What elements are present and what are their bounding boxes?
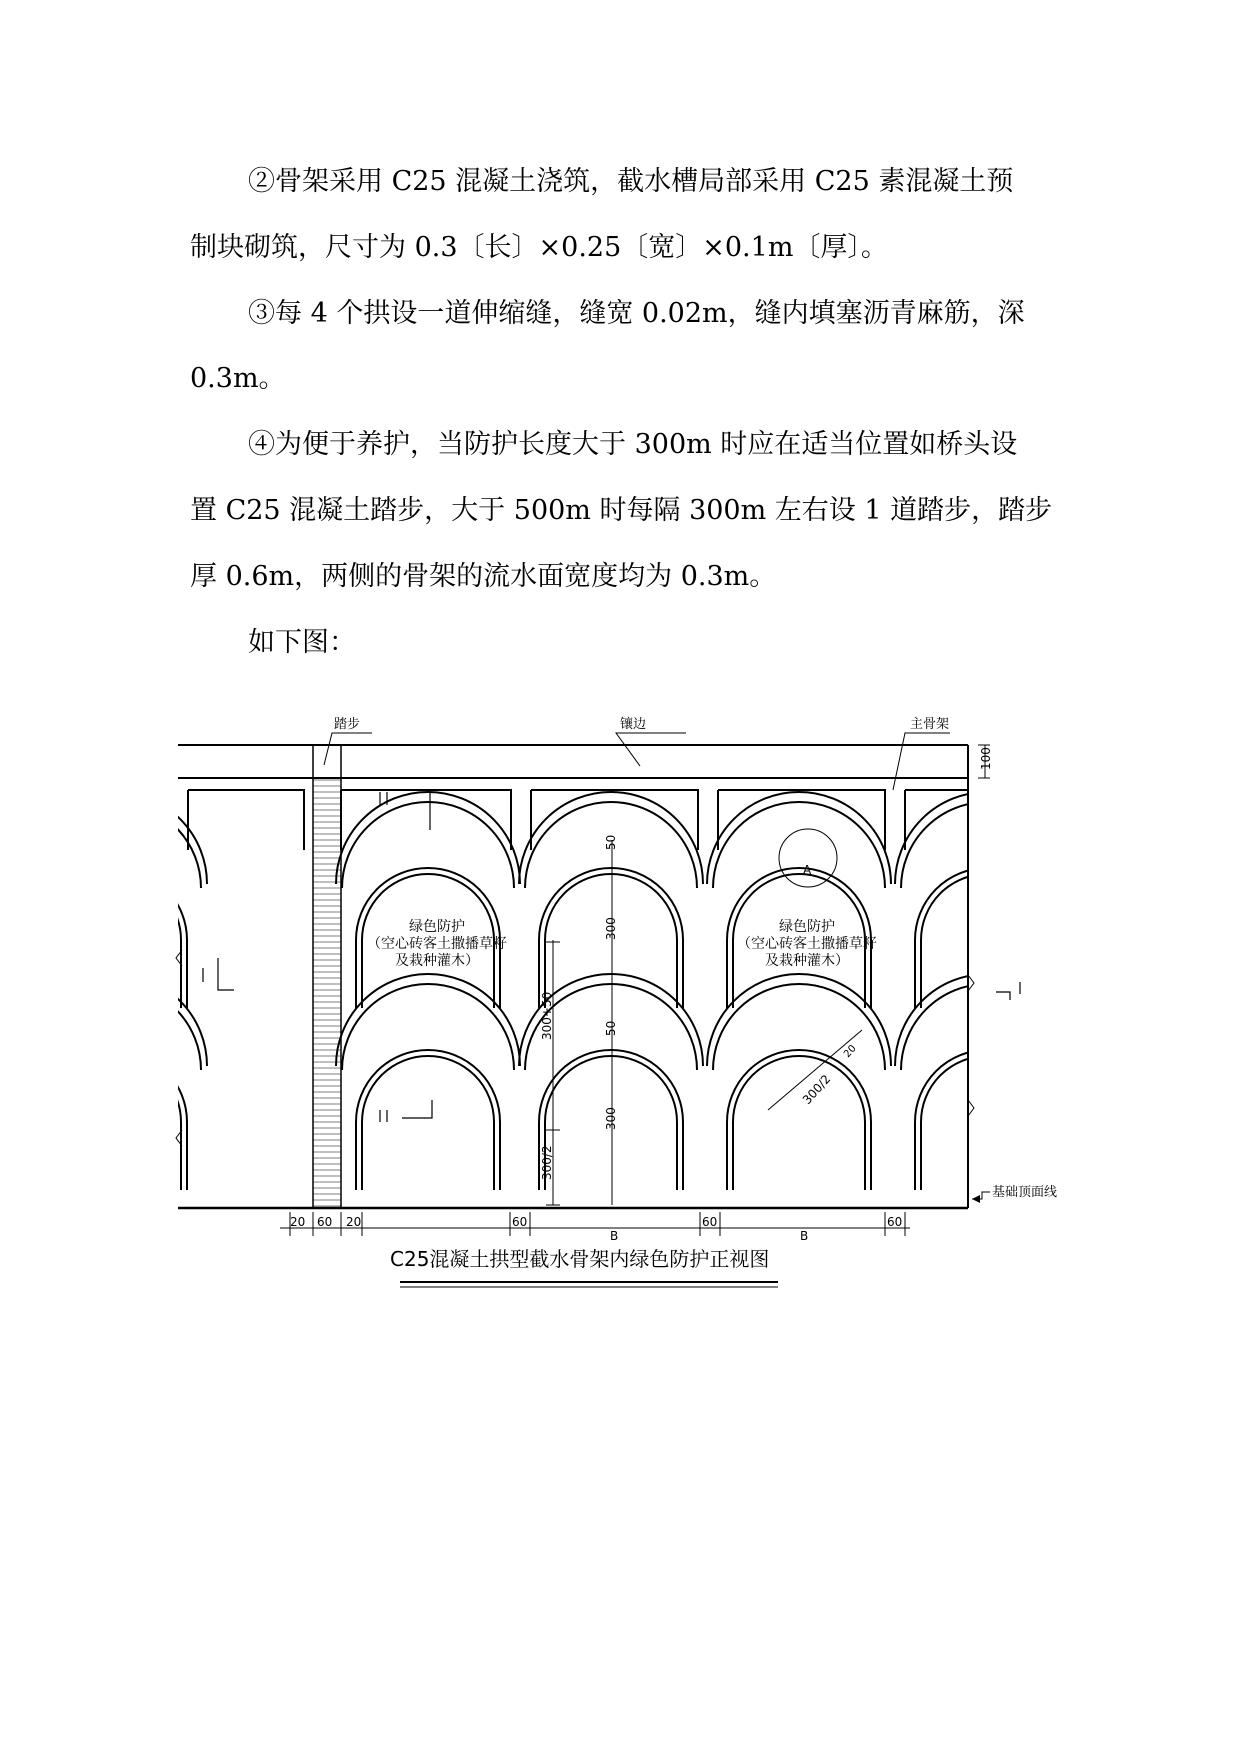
dim-b-a: B <box>610 1229 619 1243</box>
green-line3: 及栽种灌木） <box>765 953 849 969</box>
dim-300-lower: 300 <box>604 1107 618 1130</box>
dim-20-right: 20 <box>346 1215 362 1229</box>
arch-band-outer <box>707 974 891 1066</box>
arch-opening <box>727 1050 871 1190</box>
dim-60-step: 60 <box>317 1215 333 1229</box>
dim-50-lower: 50 <box>604 1020 618 1036</box>
arch-opening <box>356 1050 500 1190</box>
arch-opening-inner <box>545 874 677 1008</box>
arch-band-inner <box>29 802 201 888</box>
foundation-arrow <box>972 1195 980 1203</box>
arch-opening <box>915 1050 1059 1190</box>
arch-band-outer <box>895 792 1079 884</box>
detail-marker-a: A <box>803 863 812 877</box>
dim-60-c: 60 <box>887 1215 903 1229</box>
dim-300-2: 300/2 <box>540 1145 554 1180</box>
green-line2: （空心砖客土撒播草籽 <box>737 936 877 952</box>
green-line2: （空心砖客土撒播草籽 <box>367 936 507 952</box>
dim-b-b: B <box>800 1229 809 1243</box>
dim-20-diagonal: 20 <box>842 1043 859 1061</box>
dimension-lines <box>280 745 990 1236</box>
dim-60-b: 60 <box>702 1215 718 1229</box>
arch-opening-inner <box>49 1056 181 1190</box>
dim-100: 100 <box>979 747 993 770</box>
paragraph-6: 置 C25 混凝土踏步，大于 500m 时每隔 300m 左右设 1 道踏步，踏步 <box>190 495 1053 526</box>
step-column <box>313 745 341 1208</box>
step-label: 踏步 <box>334 717 361 732</box>
arch-opening-inner <box>921 874 1053 1008</box>
arch-opening <box>43 1050 187 1190</box>
paragraph-7: 厚 0.6m，两侧的骨架的流水面宽度均为 0.3m。 <box>190 561 777 592</box>
arch-band-outer <box>336 974 520 1066</box>
paragraph-2: 制块砌筑，尺寸为 0.3〔长〕×0.25〔宽〕×0.1m〔厚〕。 <box>190 232 888 263</box>
edging-band <box>178 745 968 1208</box>
dim-300-50: 300+50 <box>540 991 554 1040</box>
green-protection-note-right <box>737 918 877 969</box>
paragraph-1: ②骨架采用 C25 混凝土浇筑，截水槽局部采用 C25 素混凝土预 <box>248 166 1014 197</box>
paragraph-4: 0.3m。 <box>190 363 286 394</box>
drawing-caption: C25混凝土拱型截水骨架内绿色防护正视图 <box>390 1247 770 1271</box>
arch-band-outer <box>707 792 891 884</box>
paragraph-8: 如下图： <box>248 627 356 658</box>
dim-20-left: 20 <box>290 1215 306 1229</box>
main-frame-label: 主骨架 <box>910 717 950 732</box>
arch-opening-inner <box>49 874 181 1008</box>
foundation-line-label: 基础顶面线 <box>992 1185 1058 1200</box>
arch-opening-inner <box>921 1056 1053 1190</box>
arch-band-outer <box>336 792 520 884</box>
arch-opening <box>43 868 187 1008</box>
paragraph-5: ④为便于养护，当防护长度大于 300m 时应在适当位置如桥头设 <box>248 429 1018 460</box>
paragraph-3: ③每 4 个拱设一道伸缩缝，缝宽 0.02m，缝内填塞沥青麻筋，深 <box>248 298 1025 329</box>
green-line3: 及栽种灌木） <box>395 953 479 969</box>
green-title: 绿色防护 <box>409 919 465 935</box>
arch-band-outer <box>895 974 1079 1066</box>
dim-300-upper: 300 <box>604 917 618 940</box>
arch-band-inner <box>29 984 201 1070</box>
green-title: 绿色防护 <box>779 919 835 935</box>
edging-label: 镶边 <box>620 717 647 732</box>
detail-circle-a <box>779 829 837 887</box>
dim-300-2-diagonal: 300/2 <box>799 1071 834 1108</box>
upper-cell <box>341 790 511 850</box>
green-protection-note-left <box>367 918 507 969</box>
upper-cell <box>188 790 304 850</box>
arch-opening-inner <box>362 1056 494 1190</box>
arch-band-outer <box>23 974 207 1066</box>
arch-opening <box>915 868 1059 1008</box>
dim-60-a: 60 <box>512 1215 528 1229</box>
dimension-text <box>290 747 993 1243</box>
arch-band-outer <box>23 792 207 884</box>
dim-50-upper: 50 <box>604 834 618 850</box>
upper-cell <box>718 790 885 850</box>
arch-opening-inner <box>733 1056 865 1190</box>
